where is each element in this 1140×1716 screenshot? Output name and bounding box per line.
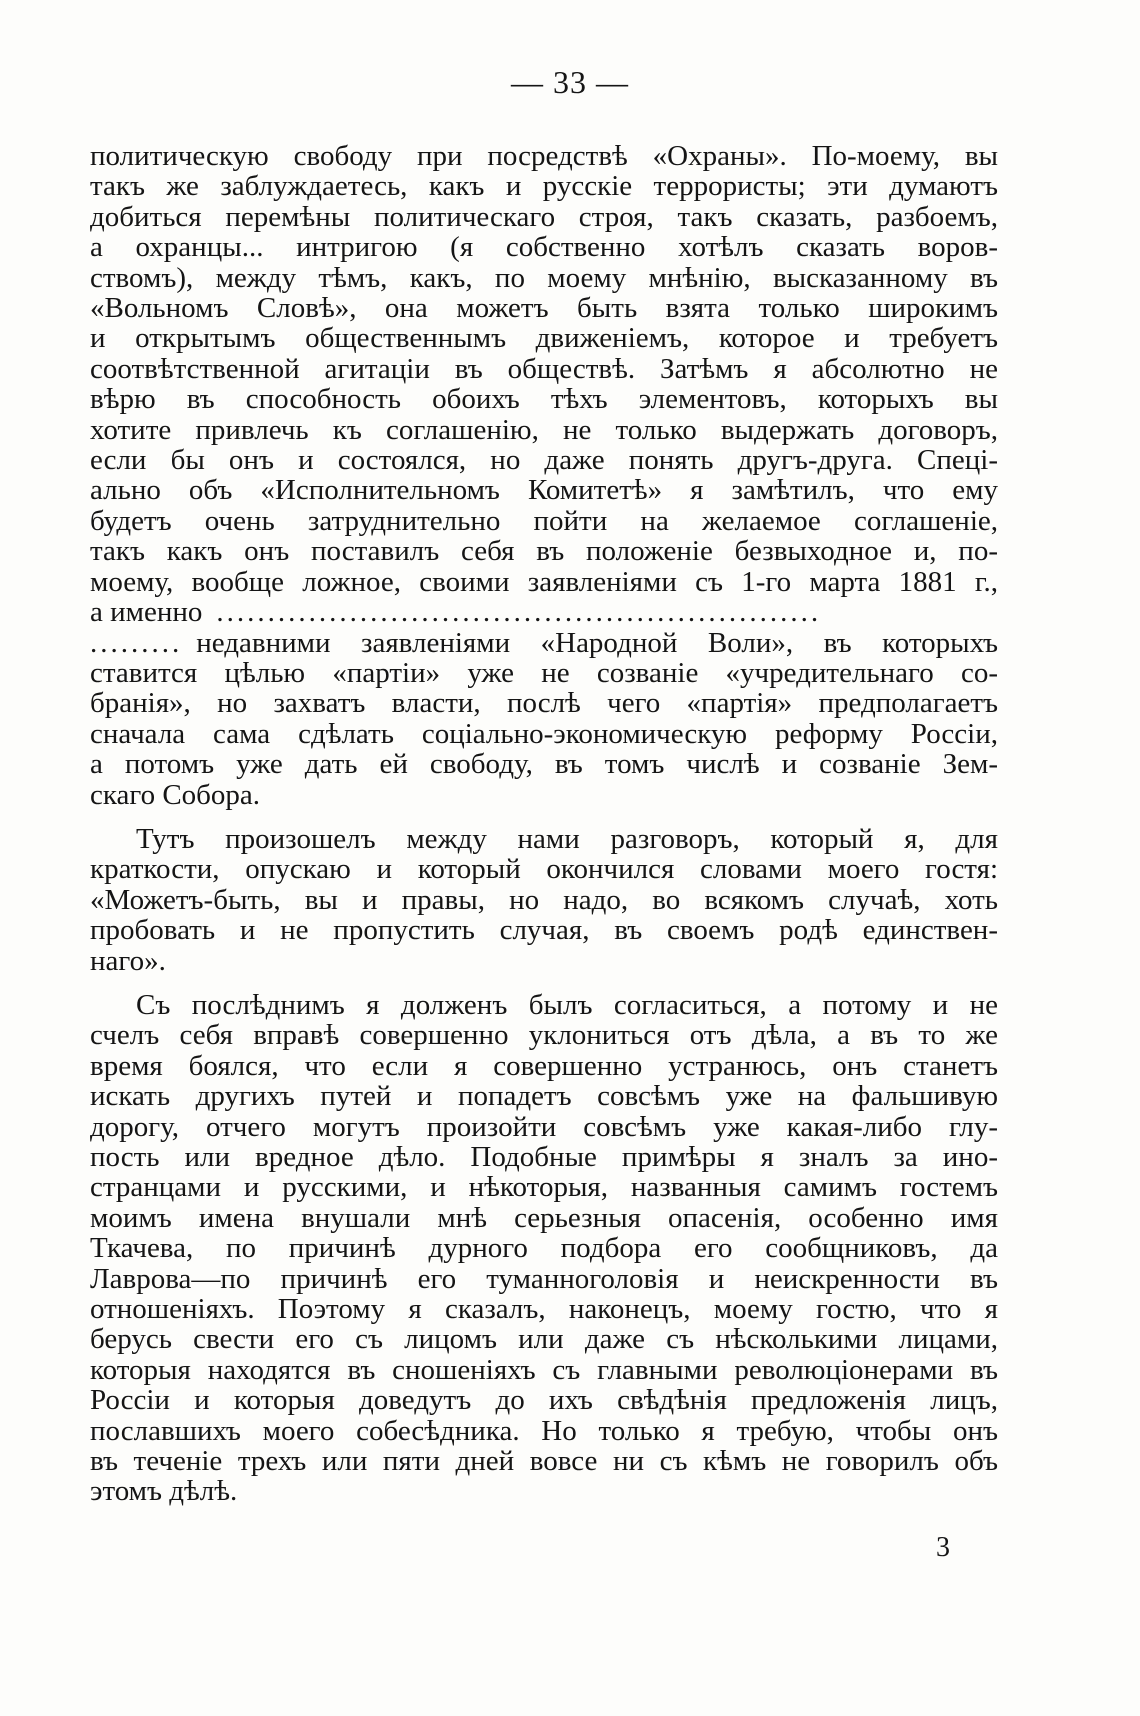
text-line: время боялся, что если я совершенно устранюсь, онъ станетъ [90,1050,998,1082]
omission-resume-text: недавними заявленіями «Народной Воли», въ которыхъ [196,626,998,659]
text-line: Ткачева, по причинѣ дурного подбора его сообщниковъ, да [90,1233,998,1264]
text-line: которыя находятся въ сношеніяхъ съ главными революціонерами въ [90,1354,998,1386]
text-line: пость или вредное дѣло. Подобные примѣры я зналъ за ино- [90,1142,998,1173]
text-line: бранія», но захватъ власти, послѣ чего «партія» предполагаетъ [90,688,998,719]
omission-lead-text: а именно [90,596,203,629]
paragraph-gap [90,976,998,990]
text-line: Съ послѣднимъ я долженъ былъ согласиться, а потому и не [136,989,998,1021]
text-line: будетъ очень затруднительно пойти на желаемое соглашеніе, [90,505,998,537]
text-line: пославшихъ моего собесѣдника. Но только я требую, чтобы онъ [90,1415,998,1447]
text-line: моему, вообще ложное, своими заявленіями съ 1-го марта 1881 г., [90,566,998,598]
text-line: ально объ «Исполнительномъ Комитетѣ» я замѣтилъ, что ему [90,475,998,506]
text-line: въ теченіе трехъ или пяти дней вовсе ни съ кѣмъ не говорилъ объ [90,1446,998,1477]
text-line: «Можетъ-быть, вы и правы, но надо, во всякомъ случаѣ, хоть [90,884,998,916]
omission-resume-line [90,628,998,658]
text-line: краткости, опускаю и который окончился словами моего гостя: [90,854,998,885]
text-line: ставится цѣлью «партіи» уже не созваніе «учредительнаго со- [90,657,998,689]
signature-mark: 3 [936,1532,950,1563]
text-line: пробовать и не пропустить случая, въ своемъ родѣ единствен- [90,915,998,946]
text-line: Лаврова—по причинѣ его туманноголовія и неискренности въ [90,1263,998,1295]
paragraph-gap [90,810,998,824]
page-number: — 33 — [511,64,629,100]
text-line: искать другихъ путей и попадетъ совсѣмъ уже на фальшивую [90,1081,998,1112]
text-line: Тутъ произошелъ между нами разговоръ, который я, для [136,823,998,855]
text-line: вѣрю въ способность обоихъ тѣхъ элементовъ, которыхъ вы [90,384,998,415]
body-text [90,141,998,1507]
text-line: наго». [90,945,166,976]
text-line: и открытымъ общественнымъ движеніемъ, которое и требуетъ [90,323,998,354]
text-line: моимъ имена внушали мнѣ серьезныя опасенія, особенно имя [90,1202,998,1234]
text-line: хотите привлечь къ соглашенію, не только выдержать договоръ, [90,414,998,446]
text-line: а потомъ уже дать ей свободу, въ томъ числѣ и созваніе Зем- [90,749,998,780]
paragraph-3 [90,990,998,1507]
paragraph-1 [90,141,998,810]
censored-omission-line [90,597,998,627]
text-line: политическую свободу при посредствѣ «Охраны». По-моему, вы [90,141,998,172]
omission-resume-dots: ......... [90,626,183,659]
text-line: этомъ дѣлѣ. [90,1476,238,1507]
text-line: ствомъ), между тѣмъ, какъ, по моему мнѣнію, высказанному въ [90,262,998,294]
text-line: «Вольномъ Словѣ», она можетъ быть взята только широкимъ [90,293,998,324]
text-line: сначала сама сдѣлать соціально-экономическую реформу Россіи, [90,718,998,750]
text-line: Россіи и которыя доведутъ до ихъ свѣдѣнія предложенія лицъ, [90,1385,998,1416]
text-line: счелъ себя вправѣ совершенно уклониться отъ дѣла, а въ то же [90,1020,998,1051]
text-line: дорогу, отчего могутъ произойти совсѣмъ уже какая-либо глу- [90,1111,998,1142]
text-line: соотвѣтственной агитаціи въ обществѣ. Затѣмъ я абсолютно не [90,353,998,385]
text-line: скаго Собора. [90,779,261,810]
text-line: а охранцы... интригою (я собственно хотѣлъ сказать воров- [90,232,998,263]
paragraph-2 [90,824,998,976]
text-line: такъ какъ онъ поставилъ себя въ положеніе безвыходное и, по- [90,536,998,567]
text-line: если бы онъ и состоялся, но даже понять другъ-друга. Спеці- [90,445,998,476]
omission-dots: ........................................................... [216,597,822,628]
text-line: добиться перемѣны политическаго строя, такъ сказать, разбоемъ, [90,201,998,233]
text-line: такъ же заблуждаетесь, какъ и русскіе террористы; эти думаютъ [90,171,998,202]
text-line: отношеніяхъ. Поэтому я сказалъ, наконецъ, моему гостю, что я [90,1294,998,1325]
text-line: странцами и русскими, и нѣкоторыя, названныя самимъ гостемъ [90,1172,998,1203]
text-line: берусь свести его съ лицомъ или даже съ нѣсколькими лицами, [90,1324,998,1355]
